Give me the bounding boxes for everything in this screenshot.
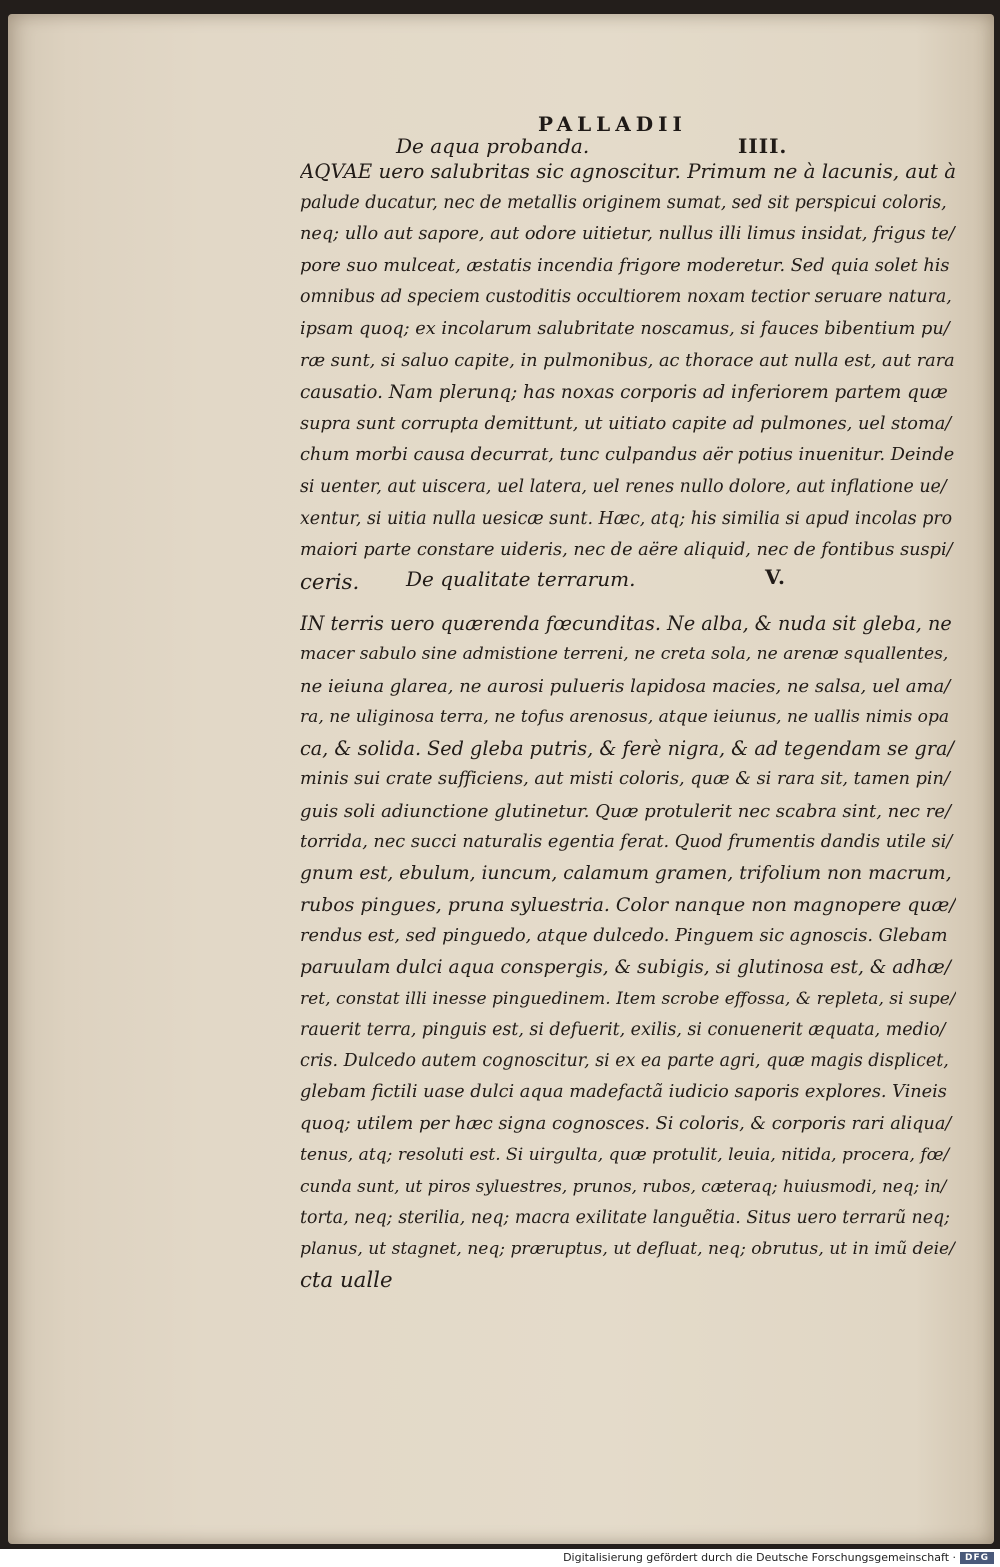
section-text-terrarum (300, 608, 956, 1297)
dfg-logo: DFG (960, 1552, 994, 1564)
book-page (8, 14, 994, 1544)
terrarum-text-line: cunda sunt, ut piros syluestres, prunos, rubos, cæteraq; huiusmodi, neq; in/ (300, 1176, 947, 1197)
terrarum-text-line: IN terris uero quærenda fœcunditas. Ne alba, & nuda sit gleba, ne (300, 612, 952, 635)
terrarum-text-line: tenus, atq; resoluti est. Si uirgulta, quæ protulit, leuia, nitida, procera, fœ/ (300, 1145, 950, 1166)
terrarum-text-line: cta ualle (300, 1268, 393, 1294)
terrarum-text-line: quoq; utilem per hæc signa cognosces. Si coloris, & corporis rari aliqua/ (300, 1113, 952, 1134)
aqua-text-line: AQVAE uero salubritas sic agnoscitur. Primum ne à lacunis, aut à (300, 160, 956, 183)
terrarum-text-line: paruulam dulci aqua conspergis, & subigis, si glutinosa est, & adhæ/ (300, 957, 951, 979)
terrarum-text-line: cris. Dulcedo autem cognoscitur, si ex ea parte agri, quæ magis displicet, (300, 1051, 949, 1072)
terrarum-text-line: gnum est, ebulum, iuncum, calamum gramen, trifolium non macrum, (300, 863, 952, 885)
terrarum-text-line: ne ieiuna glarea, ne aurosi pulueris lapidosa macies, ne salsa, uel ama/ (300, 675, 951, 697)
terrarum-text-line: planus, ut stagnet, neq; præruptus, ut defluat, neq; obrutus, ut in imũ deie/ (300, 1238, 955, 1259)
section-text-aqua (300, 156, 956, 598)
terrarum-text-line: torta, neq; sterilia, neq; macra exilitate languẽtia. Situs uero terrarũ neq; (300, 1207, 951, 1228)
aqua-text-line: omnibus ad speciem custoditis occultiorem noxam tectior seruare natura, (300, 287, 952, 308)
section-title-terrarum: De qualitate terrarum. (406, 567, 636, 591)
terrarum-text-line: ca, & solida. Sed gleba putris, & ferè nigra, & ad tegendam se gra/ (300, 737, 954, 761)
terrarum-text-line: ret, constat illi inesse pinguedinem. Item scrobe effossa, & repleta, si supe/ (300, 988, 956, 1009)
terrarum-text-line: minis sui crate sufficiens, aut misti coloris, quæ & si rara sit, tamen pin/ (300, 769, 950, 790)
terrarum-text-line: glebam fictili uase dulci aqua madefactã iudicio saporis explores. Vineis (300, 1082, 947, 1103)
terrarum-text-line: guis soli adiunctione glutinetur. Quæ protulerit nec scabra sint, nec re/ (300, 800, 952, 822)
aqua-text-line: maiori parte constare uideris, nec de aëre aliquid, nec de fontibus suspi/ (300, 540, 953, 561)
aqua-text-line: neq; ullo aut sapore, aut odore uitietur, nullus illi limus insidat, frigus te/ (300, 224, 955, 245)
aqua-text-line: supra sunt corrupta demittunt, ut uitiato capite ad pulmones, uel stoma/ (300, 413, 952, 434)
terrarum-text-line: rubos pingues, pruna syluestria. Color nanque non magnopere quæ/ (300, 893, 956, 916)
aqua-text-line: chum morbi causa decurrat, tunc culpandus aër potius inuenitur. Deinde (300, 445, 955, 466)
running-head: PALLADII (538, 112, 687, 136)
running-head-container (538, 112, 687, 136)
terrarum-text-line: ra, ne uliginosa terra, ne tofus arenosus, atque ieiunus, ne uallis nimis opa (300, 706, 950, 727)
aqua-text-line: si uenter, aut uiscera, uel latera, uel renes nullo dolore, aut inflatione ue/ (300, 476, 947, 497)
aqua-text-line: ræ sunt, si saluo capite, in pulmonibus, ac thorace aut nulla est, aut rara (300, 350, 955, 371)
terrarum-text-line: rauerit terra, pinguis est, si defuerit, exilis, si conuenerit æquata, medio/ (300, 1019, 946, 1040)
section-title-aqua: De aqua probanda. (396, 134, 590, 158)
aqua-text-line: xentur, si uitia nulla uesicæ sunt. Hæc, atq; his similia si apud incolas pro (300, 508, 953, 529)
terrarum-text-line: rendus est, sed pinguedo, atque dulcedo. Pinguem sic agnoscis. Glebam (300, 925, 948, 946)
aqua-text-line: pore suo mulceat, æstatis incendia frigore moderetur. Sed quia solet his (300, 255, 950, 276)
aqua-text-line: ipsam quoq; ex incolarum salubritate noscamus, si fauces bibentium pu/ (300, 318, 950, 339)
aqua-text-line: ceris. (300, 569, 360, 595)
chapter-number-4: IIII. (738, 134, 788, 158)
aqua-text-line: palude ducatur, nec de metallis originem sumat, sed sit perspicui coloris, (300, 192, 947, 213)
chapter-number-5: V. (765, 565, 786, 589)
digitization-credit: Digitalisierung gefördert durch die Deutsche Forschungsgemeinschaft · (563, 1551, 956, 1564)
terrarum-text-line: macer sabulo sine admistione terreni, ne creta sola, ne arenæ squallentes, (300, 644, 949, 665)
terrarum-text-line: torrida, nec succi naturalis egentia ferat. Quod frumentis dandis utile si/ (300, 832, 953, 853)
aqua-text-line: causatio. Nam plerunq; has noxas corporis ad inferiorem partem quæ (300, 382, 948, 404)
